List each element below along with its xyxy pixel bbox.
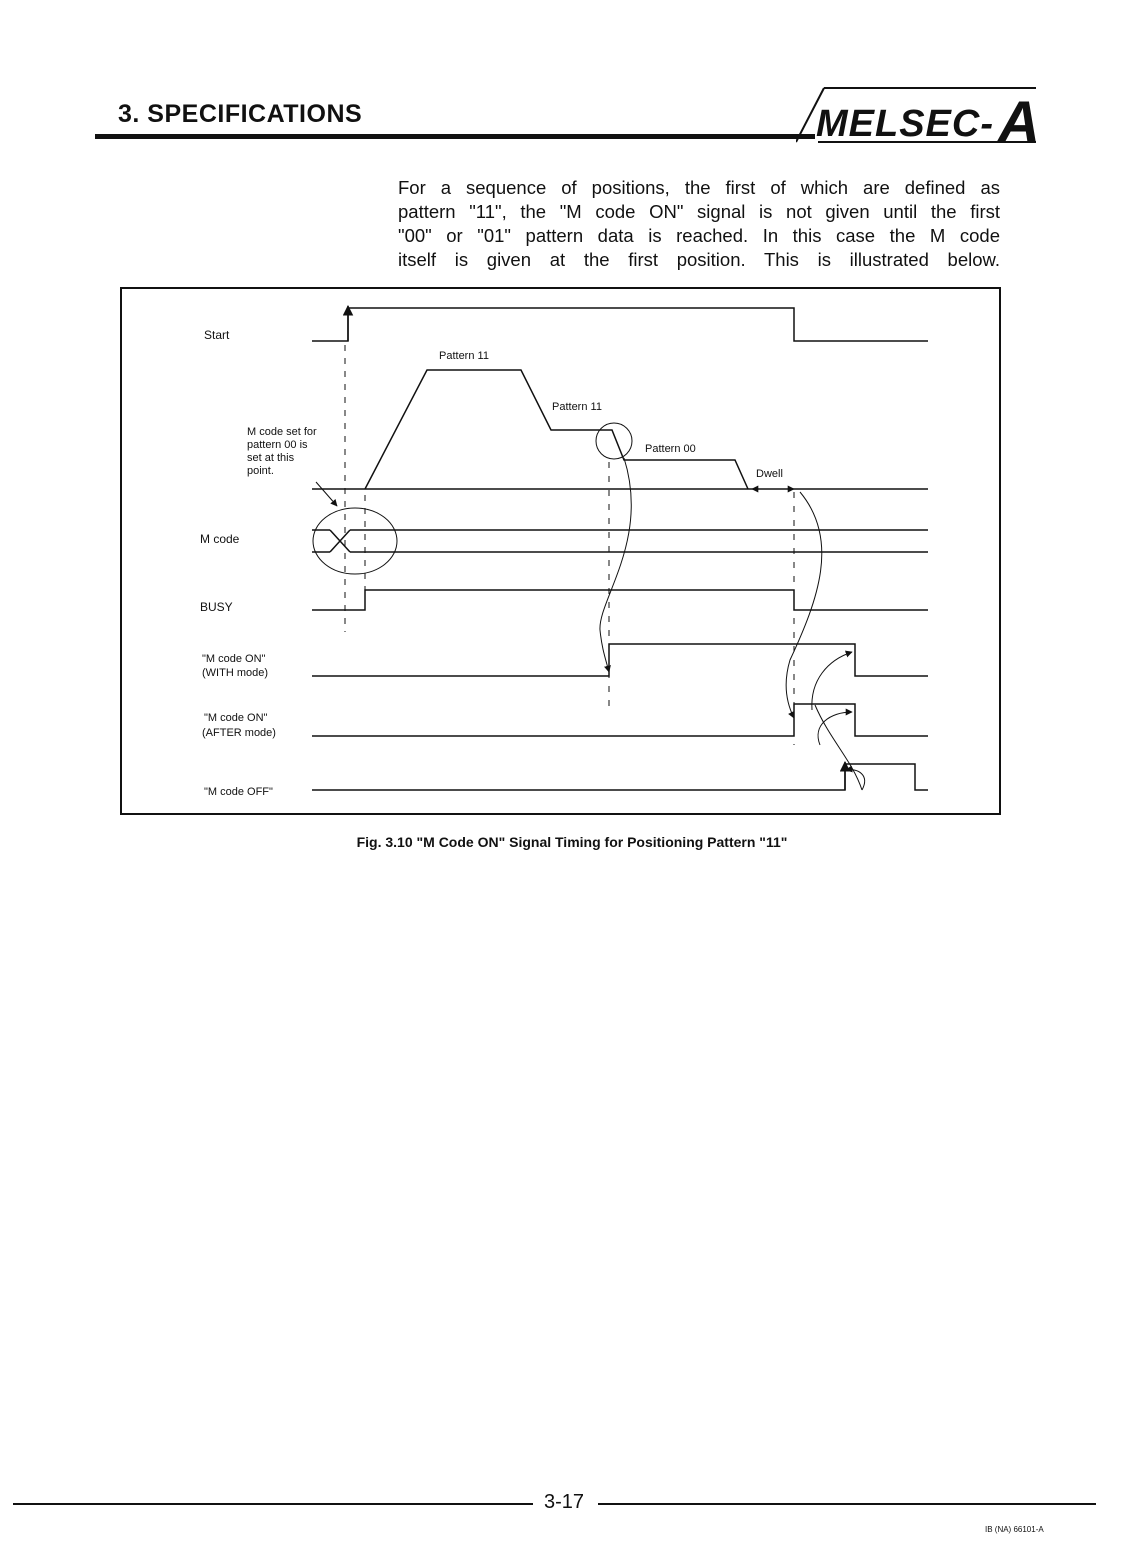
note-line: point.	[247, 465, 274, 477]
busy-waveform	[312, 590, 928, 610]
section-title: 3. SPECIFICATIONS	[118, 100, 363, 128]
logo-letter: A	[998, 90, 1040, 155]
label-start: Start	[204, 328, 230, 342]
label-busy: BUSY	[200, 600, 233, 614]
start-waveform	[312, 308, 928, 341]
document-code: IB (NA) 66101-A	[985, 1525, 1044, 1534]
speed-profile	[365, 370, 748, 489]
footer-rule-right	[598, 1503, 1096, 1505]
label-m-code-on-with: "M code ON"	[202, 653, 266, 665]
intro-line: "00" or "01" pattern data is reached. In this case the M code	[398, 225, 1000, 246]
intro-line: itself is given at the first position. This is illustrated below.	[398, 249, 1000, 270]
pattern-11-second-label: Pattern 11	[552, 401, 602, 413]
label-m-code-on-after: "M code ON"	[204, 712, 268, 724]
dwell-label: Dwell	[756, 468, 783, 480]
note-line: pattern 00 is	[247, 439, 308, 451]
intro-line: For a sequence of positions, the first of which are defined as	[398, 177, 1000, 198]
label-m-code-off: "M code OFF"	[204, 786, 273, 798]
label-with-mode: (WITH mode)	[202, 667, 268, 679]
m-code-note	[247, 426, 317, 477]
page-number: 3-17	[543, 1491, 585, 1513]
m-code-off-waveform	[312, 764, 928, 790]
intro-line: pattern "11", the "M code ON" signal is not given until the first	[398, 201, 1000, 222]
pattern-00-label: Pattern 00	[645, 443, 696, 455]
figure-caption: Fig. 3.10 "M Code ON" Signal Timing for Positioning Pattern "11"	[356, 834, 788, 850]
label-after-mode: (AFTER mode)	[202, 727, 276, 739]
pattern-11-label: Pattern 11	[439, 350, 489, 362]
label-m-code: M code	[200, 532, 240, 546]
m-code-on-after-waveform	[312, 704, 928, 736]
note-line: M code set for	[247, 426, 317, 438]
footer-rule-left	[13, 1503, 533, 1505]
m-code-waveform	[312, 530, 928, 552]
note-line: set at this	[247, 452, 295, 464]
logo-text: MELSEC-	[816, 103, 994, 145]
